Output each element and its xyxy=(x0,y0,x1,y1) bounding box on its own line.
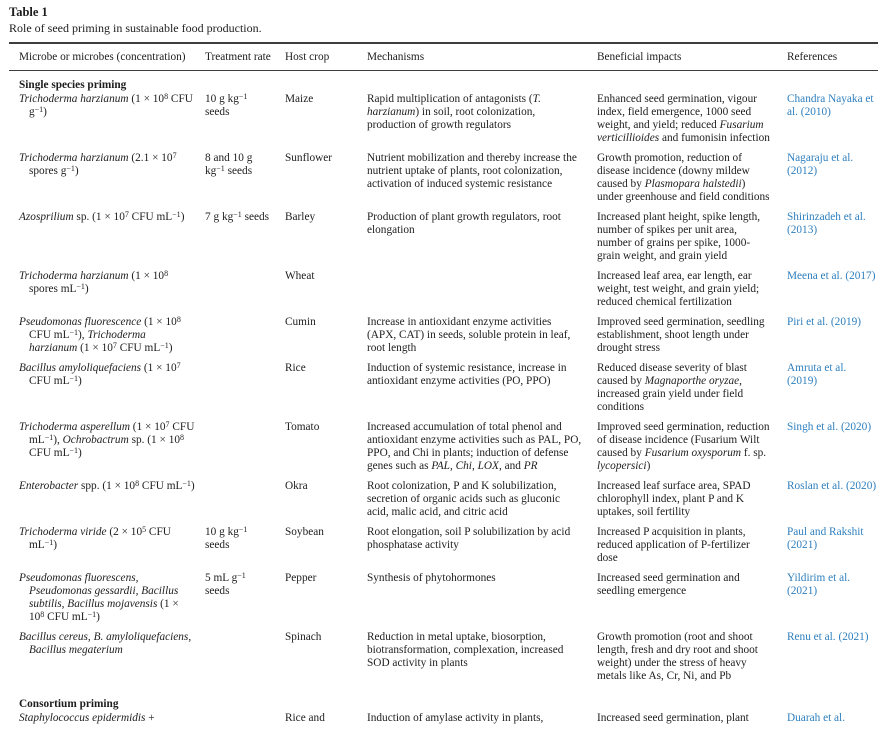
table-caption: Role of seed priming in sustainable food production. xyxy=(9,21,879,36)
host-cell: Sunflower xyxy=(285,152,367,211)
reference-cell xyxy=(787,362,878,421)
impact-cell: Growth promotion (root and shoot length, fresh and dry root and shoot weight) under the stress of heavy metals like As, Cr, Ni, and Pb xyxy=(597,631,787,690)
mechanism-cell: Synthesis of phytohormones xyxy=(367,572,597,631)
host-cell: Barley xyxy=(285,211,367,270)
section-row xyxy=(9,71,878,94)
impact-cell: Improved seed germination, reduction of disease incidence (Fusarium Wilt caused by Fusarium oxysporum f. sp. lycopersici) xyxy=(597,421,787,480)
table-row xyxy=(9,152,878,211)
reference-cell xyxy=(787,93,878,152)
microbe-cell: Trichoderma harzianum ($1 \times 10^8$ spores $mL^{-1}$) xyxy=(9,270,205,316)
table-row xyxy=(9,712,878,732)
mechanism-cell: Rapid multiplication of antagonists (T. harzianum) in soil, root colonization, production of growth regulators xyxy=(367,93,597,152)
microbe-cell: Pseudomonas fluorescence ($1 \times 10^8$ CFU $mL^{-1}$), Trichoderma harzianum ($1 \times 10^7$ CFU $mL^{-1}$) xyxy=(9,316,205,362)
mechanism-cell: Nutrient mobilization and thereby increase the nutrient uptake of plants, root colonization, activation of induced systemic resistance xyxy=(367,152,597,211)
microbe-cell: Azosprilium sp. ($1 \times 10^7$ CFU $mL^{-1}$) xyxy=(9,211,205,270)
microbe-cell: Trichoderma asperellum ($1 \times 10^7$ CFU $mL^{-1}$), Ochrobactrum sp. ($1 \times 10^8$ CFU $mL^{-1}$) xyxy=(9,421,205,480)
host-cell: Maize xyxy=(285,93,367,152)
reference-cell xyxy=(787,421,878,480)
host-cell: Tomato xyxy=(285,421,367,480)
microbe-cell: Bacillus cereus, B. amyloliquefaciens, Bacillus megaterium xyxy=(9,631,205,690)
host-cell: Rice and xyxy=(285,712,367,732)
mechanism-cell: Induction of amylase activity in plants, xyxy=(367,712,597,732)
impact-cell: Increased seed germination and seedling emergence xyxy=(597,572,787,631)
column-header-microbe: Microbe or microbes (concentration) xyxy=(9,43,205,71)
reference-link[interactable]: Singh et al. (2020) xyxy=(787,421,871,433)
seed-priming-table xyxy=(9,42,878,732)
table-row xyxy=(9,270,878,316)
mechanism-cell: Induction of systemic resistance, increase in antioxidant enzyme activities (PO, PPO) xyxy=(367,362,597,421)
microbe-cell: Staphylococcus epidermidis + xyxy=(9,712,205,732)
microbe-cell: Trichoderma harzianum ($1 \times 10^8$ CFU $g^{-1}$) xyxy=(9,93,205,152)
impact-cell: Increased plant height, spike length, number of spikes per unit area, number of grains per spike, 1000-grain weight, and grain yield xyxy=(597,211,787,270)
treatment-cell xyxy=(205,421,285,480)
mechanism-cell: Root colonization, P and K solubilization, secretion of organic acids such as gluconic acid, malic acid, and citric acid xyxy=(367,480,597,526)
table-row xyxy=(9,93,878,152)
reference-link[interactable]: Roslan et al. (2020) xyxy=(787,480,876,492)
impact-cell: Enhanced seed germination, vigour index, field emergence, 1000 seed weight, and yield; reduced Fusarium verticillioides and fumonisin infection xyxy=(597,93,787,152)
host-cell: Soybean xyxy=(285,526,367,572)
treatment-cell: 10 g $kg^{-1}$ seeds xyxy=(205,93,285,152)
table-row xyxy=(9,631,878,690)
table-row xyxy=(9,211,878,270)
reference-link[interactable]: Duarah et al. xyxy=(787,712,845,724)
treatment-cell: 5 mL $g^{-1}$ seeds xyxy=(205,572,285,631)
reference-link[interactable]: Amruta et al. (2019) xyxy=(787,362,846,387)
mechanism-cell: Increase in antioxidant enzyme activities (APX, CAT) in seeds, soluble protein in leaf, root length xyxy=(367,316,597,362)
microbe-cell: Pseudomonas fluorescens, Pseudomonas gessardii, Bacillus subtilis, Bacillus mojavensis ($1 \times 10^8$ CFU $mL^{-1}$) xyxy=(9,572,205,631)
reference-link[interactable]: Chandra Nayaka et al. (2010) xyxy=(787,93,874,118)
microbe-cell: Bacillus amyloliquefaciens ($1 \times 10^7$ CFU $mL^{-1}$) xyxy=(9,362,205,421)
host-cell: Rice xyxy=(285,362,367,421)
reference-cell xyxy=(787,526,878,572)
section-title: Single species priming xyxy=(9,71,878,94)
mechanism-cell: Production of plant growth regulators, root elongation xyxy=(367,211,597,270)
column-header-mechanisms: Mechanisms xyxy=(367,43,597,71)
mechanism-cell xyxy=(367,270,597,316)
host-cell: Spinach xyxy=(285,631,367,690)
reference-cell xyxy=(787,572,878,631)
host-cell: Cumin xyxy=(285,316,367,362)
reference-link[interactable]: Shirinzadeh et al. (2013) xyxy=(787,211,866,236)
reference-cell xyxy=(787,712,878,732)
treatment-cell xyxy=(205,362,285,421)
mechanism-cell: Reduction in metal uptake, biosorption, biotransformation, complexation, increased SOD activity in plants xyxy=(367,631,597,690)
impact-cell: Increased seed germination, plant xyxy=(597,712,787,732)
column-header-host-crop: Host crop xyxy=(285,43,367,71)
table-label: Table 1 xyxy=(9,5,879,20)
treatment-cell xyxy=(205,631,285,690)
impact-cell: Growth promotion, reduction of disease incidence (downy mildew caused by Plasmopara halstedii) under greenhouse and field conditions xyxy=(597,152,787,211)
table-row xyxy=(9,316,878,362)
treatment-cell: 10 g $kg^{-1}$ seeds xyxy=(205,526,285,572)
impact-cell: Increased leaf area, ear length, ear weight, test weight, and grain yield; reduced chemical fertilization xyxy=(597,270,787,316)
reference-cell xyxy=(787,211,878,270)
microbe-cell: Trichoderma harzianum ($2.1 \times 10^7$ spores $g^{-1}$) xyxy=(9,152,205,211)
table-body xyxy=(9,71,878,732)
microbe-cell: Trichoderma viride ($2 \times 10^5$ CFU $mL^{-1}$) xyxy=(9,526,205,572)
impact-cell: Improved seed germination, seedling establishment, shoot length under drought stress xyxy=(597,316,787,362)
reference-cell xyxy=(787,480,878,526)
host-cell: Wheat xyxy=(285,270,367,316)
section-row xyxy=(9,690,878,712)
treatment-cell xyxy=(205,480,285,526)
reference-cell xyxy=(787,631,878,690)
reference-link[interactable]: Meena et al. (2017) xyxy=(787,270,875,282)
table-row xyxy=(9,572,878,631)
table-row xyxy=(9,526,878,572)
table-header xyxy=(9,43,878,71)
column-header-impacts: Beneficial impacts xyxy=(597,43,787,71)
reference-link[interactable]: Piri et al. (2019) xyxy=(787,316,861,328)
section-title: Consortium priming xyxy=(9,690,878,712)
reference-link[interactable]: Yildirim et al. (2021) xyxy=(787,572,850,597)
host-cell: Okra xyxy=(285,480,367,526)
treatment-cell: 8 and 10 g $kg^{-1}$ seeds xyxy=(205,152,285,211)
reference-link[interactable]: Renu et al. (2021) xyxy=(787,631,869,643)
treatment-cell xyxy=(205,270,285,316)
treatment-cell xyxy=(205,712,285,732)
reference-cell xyxy=(787,316,878,362)
microbe-cell: Enterobacter spp. ($1 \times 10^8$ CFU $mL^{-1}$) xyxy=(9,480,205,526)
reference-cell xyxy=(787,152,878,211)
header-row xyxy=(9,43,878,71)
impact-cell: Increased P acquisition in plants, reduced application of P-fertilizer dose xyxy=(597,526,787,572)
column-header-references: References xyxy=(787,43,878,71)
treatment-cell: 7 g $kg^{-1}$ seeds xyxy=(205,211,285,270)
table-row xyxy=(9,362,878,421)
table-row xyxy=(9,421,878,480)
impact-cell: Reduced disease severity of blast caused by Magnaporthe oryzae, increased grain yield under field conditions xyxy=(597,362,787,421)
host-cell: Pepper xyxy=(285,572,367,631)
mechanism-cell: Increased accumulation of total phenol and antioxidant enzyme activities such as PAL, PO, PPO, and Chi in plants; induction of defense genes such as PAL, Chi, LOX, and PR xyxy=(367,421,597,480)
treatment-cell xyxy=(205,316,285,362)
reference-cell xyxy=(787,270,878,316)
column-header-treatment: Treatment rate xyxy=(205,43,285,71)
impact-cell: Increased leaf surface area, SPAD chlorophyll index, plant P and K uptakes, soil fertility xyxy=(597,480,787,526)
table-row xyxy=(9,480,878,526)
mechanism-cell: Root elongation, soil P solubilization by acid phosphatase activity xyxy=(367,526,597,572)
reference-link[interactable]: Nagaraju et al. (2012) xyxy=(787,152,853,177)
reference-link[interactable]: Paul and Rakshit (2021) xyxy=(787,526,864,551)
